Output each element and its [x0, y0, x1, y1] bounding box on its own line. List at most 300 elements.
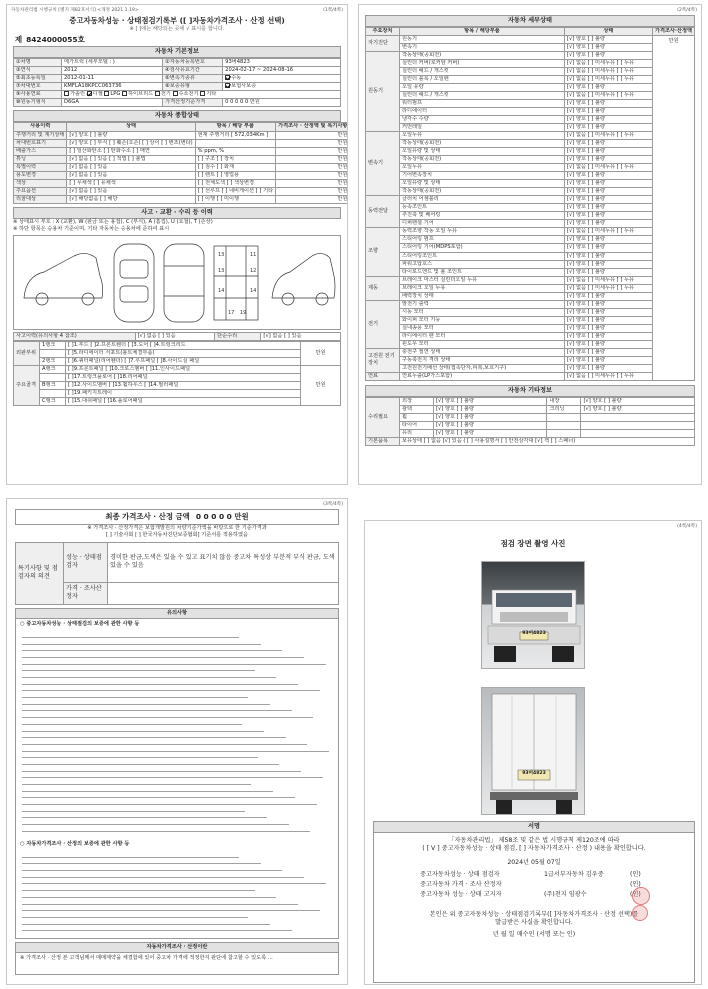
text-line — [22, 888, 255, 893]
detail-status: [√] 없음 [ ] 미세누유 [ ] 누유 — [564, 276, 652, 284]
text-line — [22, 675, 276, 680]
summary-amount: 만원 — [276, 131, 348, 139]
detail-item: 커먼레일 — [400, 124, 565, 132]
detail-table — [365, 27, 695, 381]
summary-item: 주요옵션 — [14, 187, 67, 195]
detail-row — [366, 252, 695, 260]
sheet1-title: 중고자동차성능 · 상태점검기록부 ([ ]자동차가격조사 · 산정 선택) — [69, 16, 285, 25]
text-line — [22, 688, 320, 693]
summary-state: [ ] 무채색 [ ] 유채색 — [67, 179, 195, 187]
parts-row — [14, 365, 341, 373]
summary-row — [14, 139, 349, 147]
checkbox-icon — [173, 91, 178, 96]
detail-item: 스티어링조인트 — [400, 252, 565, 260]
special-label: 특기사항 및 점검자의 의견 — [16, 542, 64, 604]
year-label: ③연식 — [14, 67, 62, 75]
parts-rank — [40, 373, 66, 381]
price-basis-label: 가격산정기준가격 — [163, 99, 223, 107]
perf-inspector-label: 성능 · 상태점검자 — [64, 542, 108, 582]
basic-items-label: 기본품목 — [366, 437, 400, 445]
detail-status: [√] 양호 [ ] 불량 — [564, 52, 652, 60]
summary-row — [14, 147, 349, 155]
detail-row — [366, 60, 695, 68]
detail-group-name: 전기 — [366, 300, 400, 348]
detail-item: 시동 모터 — [400, 308, 565, 316]
fuel-options — [62, 91, 341, 99]
detail-row — [366, 132, 695, 140]
detail-row — [366, 180, 695, 188]
parts-rank: 2랭크 — [40, 357, 66, 365]
summary-amount: 만원 — [276, 155, 348, 163]
summary-state: [√] 없음 [ ] 있음 — [67, 187, 195, 195]
law-text-2: ( [ V ] 중고자동차성능 · 상태 점검, [ ] 자동차가격조사 · 산정 ) 내용을 확인합니다. — [422, 845, 646, 853]
summary-row — [14, 187, 349, 195]
truck-rear-svg — [482, 688, 585, 815]
detail-row — [366, 244, 695, 252]
basic-items-value: 보유상태 [ ] 없음 [√] 있음 ( [ ] 사용설명서 [ ] 안전삼각대 [√] 잭 [ ] 스패너) — [400, 437, 695, 445]
parts-rank: A랭크 — [40, 365, 66, 373]
detail-item: 발전기 출력 — [400, 300, 565, 308]
detail-item: 실린더 커버(로커암 커버) — [400, 60, 565, 68]
detail-row — [366, 300, 695, 308]
warranty-text: 보험사보증 — [231, 83, 257, 90]
detail-row — [366, 260, 695, 268]
price-basis-value: 0 0 0 0 0 만원 — [223, 99, 341, 107]
detail-status: [√] 양호 [ ] 불량 — [564, 172, 652, 180]
detail-group-name: 고전원 전기장치 — [366, 348, 400, 372]
sheet4-pagehead — [365, 521, 701, 529]
engine-label: ⑩원동기형식 — [14, 99, 62, 107]
validity-value: 2024-02-17 ~ 2024-08-16 — [223, 67, 341, 75]
detail-item: 냉각수 수량 — [400, 116, 565, 124]
sheet-1 — [6, 4, 348, 485]
price-assessor-label: 가격 · 조사산정자 — [64, 582, 108, 604]
text-line — [22, 815, 267, 820]
detail-row — [366, 364, 695, 372]
accident-answer-table — [13, 332, 341, 341]
notice-title: 유의사항 — [15, 608, 339, 619]
detail-row — [366, 52, 695, 60]
text-line — [22, 702, 270, 707]
detail-status: [√] 양호 [ ] 불량 — [564, 260, 652, 268]
detail-row — [366, 324, 695, 332]
summary-note: [ ] 전체도색 [ ] 색상변경 — [195, 179, 275, 187]
detail-row — [366, 340, 695, 348]
fuel-option-label: 하이브리드 — [128, 91, 154, 98]
record-number-prefix: 제 — [15, 34, 23, 44]
reg-value: 93버4823 — [223, 59, 341, 67]
receipt-3: 년 월 일 매수인 (서명 또는 인) — [492, 931, 576, 939]
truck-front-svg — [482, 562, 585, 669]
detail-status: [√] 양호 [ ] 불량 — [564, 308, 652, 316]
signer-name: (주)천지 임광수 — [544, 891, 587, 899]
summary-row — [14, 171, 349, 179]
trans-text: 수동 — [231, 75, 242, 82]
summary-col-2: 항목 / 해당 부품 — [195, 123, 275, 131]
summary-note: [ ] 이행 [ ] 미이행 — [195, 195, 275, 203]
text-line — [22, 648, 282, 653]
text-line — [22, 855, 239, 860]
detail-status: [√] 양호 [ ] 불량 — [564, 84, 652, 92]
final-price-note: ※ 가격조사 · 산정가격은 보험개발원의 차량기준가액을 바탕으로 한 기준가격과 — [87, 524, 267, 531]
parts-row — [14, 389, 341, 397]
detail-group-name: 제동 — [366, 276, 400, 300]
sheet2-page-no: (2쪽/4쪽) — [677, 8, 697, 13]
summary-row — [14, 195, 349, 203]
text-line — [22, 868, 282, 873]
summary-state: [√] 없음 [ ] 있음 — [67, 171, 195, 179]
detail-row — [366, 332, 695, 340]
summary-amount: 만원 — [276, 139, 348, 147]
trans-value — [223, 75, 341, 83]
detail-item: 오일유량 및 상태 — [400, 148, 565, 156]
repair-status: [√] 양호 [ ] 불량 — [434, 405, 547, 413]
summary-table — [13, 122, 348, 203]
law-text: 「자동차관리법」 제58조 및 같은 법 시행규칙 제120조에 따라 — [448, 837, 620, 845]
detail-status: [√] 양호 [ ] 불량 — [564, 108, 652, 116]
rear-plate: 93버4823 — [522, 771, 546, 776]
summary-note: [ ] 침수 [ ] 화재 — [195, 163, 275, 171]
detail-item: 고전원전기배선 상태(접속단자,피복,보호기구) — [400, 364, 565, 372]
summary-note: [ ] 선루프 [ ] 네비게이션 [ ] 기타 — [195, 187, 275, 195]
text-line — [22, 735, 286, 740]
text-line — [22, 762, 279, 767]
svg-text:13: 13 — [218, 267, 225, 274]
detail-item: 원동기 — [400, 36, 565, 44]
detail-item: 작동상태(공회전) — [400, 52, 565, 60]
section-detail-state: 자동차 세부상태 — [365, 15, 695, 27]
parts-items: [ ]12.사이드멤버 [ ]13.휠하우스 [ ]14.필러패널 — [66, 381, 301, 389]
parts-items: [ ]15.대쉬패널 [ ]16.플로어패널 — [66, 397, 301, 405]
simple-repair-label: 단순수리 — [215, 332, 261, 340]
summary-row — [14, 131, 349, 139]
detail-row — [366, 108, 695, 116]
detail-row — [366, 196, 695, 204]
detail-status: [√] 양호 [ ] 불량 — [564, 252, 652, 260]
detail-status: [√] 양호 [ ] 불량 — [564, 268, 652, 276]
detail-status: [√] 없음 [ ] 미세누유 [ ] 누유 — [564, 92, 652, 100]
text-line — [22, 655, 304, 660]
detail-status: [√] 양호 [ ] 불량 — [564, 124, 652, 132]
detail-row — [366, 124, 695, 132]
detail-row — [366, 84, 695, 92]
detail-col-0: 주요장치 — [366, 28, 400, 36]
parts-table — [13, 341, 341, 406]
text-line — [22, 682, 298, 687]
parts-items: [ ]19.패키지트레이 — [66, 389, 301, 397]
text-line — [22, 908, 320, 913]
sheet-2 — [358, 4, 702, 485]
seal-1 — [632, 887, 650, 905]
perf-inspector-text: 경미한 판금,도색은 있을 수 있고 표기치 않음 중고차 특성상 부분적 부식 판금, 도색 있을 수 있음 — [108, 542, 339, 582]
sheet2-pagehead — [359, 5, 701, 13]
parts-rank — [40, 389, 66, 397]
summary-item: 리콜대상 — [14, 195, 67, 203]
detail-status: [√] 양호 [ ] 불량 — [564, 44, 652, 52]
detail-item: 워터펌프 — [400, 100, 565, 108]
detail-status: [√] 양호 [ ] 불량 — [564, 244, 652, 252]
detail-status: [√] 양호 [ ] 불량 — [564, 348, 652, 356]
sheet4-page-no: (4쪽/4쪽) — [677, 524, 697, 529]
repair-item: 광택 — [400, 405, 434, 413]
detail-row — [366, 188, 695, 196]
detail-row — [366, 92, 695, 100]
parts-row — [14, 357, 341, 365]
final-price-label: 최종 가격조사 · 산정 금액 — [105, 512, 190, 521]
detail-row — [366, 228, 695, 236]
detail-status: [√] 없음 [ ] 미세누유 [ ] 누유 — [564, 228, 652, 236]
detail-item: 라디에이터 팬 모터 — [400, 332, 565, 340]
year-value: 2012 — [62, 67, 163, 75]
detail-item: 클러치 어셈블리 — [400, 196, 565, 204]
receipt-2: 발급받은 사실을 확인합니다. — [495, 919, 573, 927]
detail-item: 브레이크 오일 누유 — [400, 284, 565, 292]
summary-note: 현재 주행거리 [ 572,034Km ] — [195, 131, 275, 139]
sheet1-pagehead — [7, 5, 347, 13]
parts-row — [14, 341, 341, 349]
repair-row — [366, 413, 695, 421]
signer-row — [380, 871, 688, 881]
detail-status: [√] 양호 [ ] 불량 — [564, 100, 652, 108]
detail-row — [366, 68, 695, 76]
detail-status: [√] 양호 [ ] 불량 — [564, 300, 652, 308]
signer-role: 중고자동차성능 · 상태 점검자 — [420, 871, 500, 879]
summary-state: [√] 없음 [ ] 있음 [ ] 적법 [ ] 불법 — [67, 155, 195, 163]
repair-status: [√] 양호 [ ] 불량 — [434, 421, 547, 429]
sheet1-subtitle: ※ [ ]에는 해당되는 곳에 √ 표시를 합니다. — [129, 25, 225, 32]
checkbox-icon — [64, 91, 69, 96]
parts-amount: 만원 — [301, 365, 341, 405]
svg-text:11: 11 — [250, 251, 257, 258]
detail-status: [√] 양호 [ ] 불량 — [564, 188, 652, 196]
text-line — [22, 829, 310, 834]
fuel-option-label: LPG — [110, 91, 121, 98]
text-line — [22, 875, 304, 880]
detail-item: 추진축 및 베어링 — [400, 212, 565, 220]
checkbox-icon — [122, 91, 127, 96]
detail-item: 스티어링 기어(MDPS포함) — [400, 244, 565, 252]
parts-items: [ ]1.후드 [ ]2.프론트휀더 [ ]3.도어 [ ]4.트렁크리드 — [66, 341, 301, 349]
detail-group-name: 자기진단 — [366, 36, 400, 52]
summary-note: % ppm, % — [195, 147, 275, 155]
text-line — [22, 708, 292, 713]
text-line — [22, 802, 317, 807]
interior-label: 내장 — [547, 397, 581, 405]
parts-row — [14, 349, 341, 357]
detail-item: 작동상태(공회전) — [400, 156, 565, 164]
detail-item: 타이로드엔드 및 볼 조인트 — [400, 268, 565, 276]
repair-item: 외장 — [400, 397, 434, 405]
detail-group-name: 연료 — [366, 372, 400, 380]
accident-q: 사고이력(유의사항 4 참조) — [14, 332, 136, 340]
checkbox-icon — [155, 91, 160, 96]
detail-status: [√] 양호 [ ] 불량 — [564, 156, 652, 164]
cleaning-label: 크리닝 — [547, 405, 581, 413]
car-diagram — [13, 235, 341, 330]
bottom-note: ※ 가격조사 · 산정 본 고객님께서 매매계약을 체결함에 있어 중고차 가격에 적정한지 판단에 참고할 수 있도록 ... — [15, 953, 339, 975]
detail-status: [√] 양호 [ ] 불량 — [564, 204, 652, 212]
parts-items: [ ]5.라디에이터 서포트(볼트체결부품) — [66, 349, 301, 357]
text-line — [22, 915, 248, 920]
signer-seal: (인) — [630, 871, 641, 879]
svg-text:17: 17 — [228, 309, 235, 316]
repair-row — [366, 397, 695, 405]
detail-row — [366, 284, 695, 292]
summary-amount: 만원 — [276, 179, 348, 187]
detail-item: 디퍼렌셜 기어 — [400, 220, 565, 228]
detail-row — [366, 348, 695, 356]
fuel-option-label: 전기 — [160, 91, 171, 98]
detail-status: [√] 양호 [ ] 불량 — [564, 148, 652, 156]
repair-item: 유리 — [400, 429, 434, 437]
final-price-note-2: [ ] 기술사회 [ ] 한국자동차진단보증협회] 기준서를 적용하였음 — [106, 531, 248, 538]
detail-col-2: 상태 — [564, 28, 652, 36]
detail-status: [√] 없음 [ ] 미세누유 [ ] 누유 — [564, 164, 652, 172]
detail-status: [√] 양호 [ ] 불량 — [564, 180, 652, 188]
svg-text:14: 14 — [250, 287, 257, 294]
empty-cell — [581, 421, 695, 429]
detail-status: [√] 양호 [ ] 불량 — [564, 196, 652, 204]
trans-label: ⑥변속기종류 — [163, 75, 223, 83]
text-line — [22, 922, 270, 927]
parts-group-title: 외판부위 — [14, 341, 40, 365]
summary-state: [√] 양호 [ ] 부식 [ ] 훼손(오손) [ ] 상이 [ ] 변조(변타) — [67, 139, 195, 147]
text-line — [22, 902, 298, 907]
basic-info-table — [13, 58, 341, 107]
sign-date: 2024년 05월 07일 — [507, 859, 561, 867]
fuel-option — [200, 91, 216, 97]
text-line — [22, 749, 329, 754]
detail-item: 구동축전지 격리 상태 — [400, 356, 565, 364]
detail-status: [√] 없음 [ ] 미세누유 [ ] 누유 — [564, 284, 652, 292]
text-line — [22, 928, 292, 933]
detail-row — [366, 220, 695, 228]
detail-item: 등속조인트 — [400, 204, 565, 212]
summary-row — [14, 179, 349, 187]
parts-row — [14, 397, 341, 405]
engine-value: D6GA — [62, 99, 163, 107]
text-line — [22, 789, 273, 794]
text-line — [22, 742, 307, 747]
accident-legend-2: ※ 하단 항목은 승용차 기준이며, 기타 자동차는 승용차에 준하여 표시 — [13, 225, 170, 232]
detail-group-name: 동력전달 — [366, 196, 400, 228]
summary-item: 차대번호표기 — [14, 139, 67, 147]
repair-row — [366, 429, 695, 437]
parts-items: [ ]6.쿼터패널(리어휀더) [ ]7.루프패널 [ ]8.사이드실 패널 — [66, 357, 301, 365]
summary-col-3: 가격조사 · 산정액 및 특기사항 — [276, 123, 348, 131]
text-line — [22, 795, 295, 800]
fuel-option-label: 수소전기 — [178, 91, 199, 98]
trans-check-icon — [225, 75, 230, 80]
special-notes-table — [15, 542, 339, 605]
detail-item: 윈도우 모터 — [400, 340, 565, 348]
detail-item: 작동상태(공회전) — [400, 188, 565, 196]
detail-item: 오일누유 — [400, 132, 565, 140]
fuel-option-label: 디젤 — [92, 91, 103, 98]
accident-legend: ※ 상태표시 부호 : X (교환), W (판금 또는 용접), C (부식), A (흠집), U (요철), T (손상) — [13, 218, 213, 225]
detail-item: 변속기 — [400, 44, 565, 52]
detail-group-name: 원동기 — [366, 52, 400, 132]
fuel-option — [173, 91, 201, 97]
text-line — [22, 662, 326, 667]
text-line — [22, 895, 276, 900]
text-line — [22, 775, 323, 780]
repair-status: [√] 양호 [ ] 불량 — [434, 397, 547, 405]
signer-role: 중고자동차 가격 · 조사 산정자 — [420, 881, 502, 889]
detail-item: 스티어링 펌프 — [400, 236, 565, 244]
detail-status: [√] 양호 [ ] 불량 — [564, 236, 652, 244]
parts-rank: B랭크 — [40, 381, 66, 389]
detail-row — [366, 44, 695, 52]
signer-name — [544, 881, 624, 891]
warranty-paragraphs — [16, 630, 338, 839]
empty-cell — [581, 429, 695, 437]
photo-section-title: 점검 장면 촬영 사진 — [500, 539, 566, 548]
section-accident: 사고 · 교환 · 수리 등 이력 — [13, 207, 341, 219]
rear-photo — [481, 687, 585, 815]
detail-status: [√] 양호 [ ] 불량 — [564, 324, 652, 332]
fuel-option — [64, 91, 87, 97]
repair-item: 타이어 — [400, 421, 434, 429]
detail-item: 라디에이터 — [400, 108, 565, 116]
summary-row — [14, 155, 349, 163]
summary-amount: 만원 — [276, 187, 348, 195]
warranty-value — [223, 83, 341, 91]
summary-state: [ ] 일산화탄소 [ ] 탄화수소 [ ] 매연 — [67, 147, 195, 155]
text-line — [22, 881, 326, 886]
summary-note — [195, 139, 275, 147]
detail-status: [√] 없음 [ ] 미세누유 [ ] 누유 — [564, 372, 652, 380]
detail-amount: 만원 — [652, 36, 694, 381]
detail-item: 오일 유량 — [400, 84, 565, 92]
fuel-label: ⑨사용연료 — [14, 91, 62, 99]
detail-item: 실내송풍 모터 — [400, 324, 565, 332]
detail-status: [√] 양호 [ ] 불량 — [564, 140, 652, 148]
detail-row — [366, 100, 695, 108]
signer-seal: (인) — [630, 881, 641, 889]
summary-state: [√] 양호 [ ] 불량 — [67, 131, 195, 139]
detail-group-name: 변속기 — [366, 132, 400, 196]
detail-item: 동력조향 작동 오일 누유 — [400, 228, 565, 236]
signer-seal: (인) — [630, 891, 641, 899]
seal-2 — [632, 905, 648, 921]
receipt-1: 본인은 위 중고자동차성능 · 상태점검기록부([ ]자동차가격조사 · 산정 선택)를 — [429, 911, 639, 919]
detail-row — [366, 276, 695, 284]
sheet1-law-ref: 자동차관리법 시행규칙 [별지 제82호서식] <개정 2021.1.19> — [11, 8, 139, 13]
detail-col-3: 가격조사·산정액 — [652, 28, 694, 36]
sheet3-pagehead — [7, 499, 347, 507]
reg-label: ②자동차등록번호 — [163, 59, 223, 67]
summary-item: 특별이력 — [14, 163, 67, 171]
empty-cell — [581, 413, 695, 421]
warranty-check-icon — [225, 83, 230, 88]
detail-status: [√] 없음 [ ] 미세누유 [ ] 누유 — [564, 132, 652, 140]
section-summary: 자동차 종합상태 — [13, 110, 341, 122]
empty-cell — [547, 413, 581, 421]
price-assessor-text — [108, 582, 339, 604]
detail-row — [366, 356, 695, 364]
summary-amount: 만원 — [276, 195, 348, 203]
detail-row — [366, 292, 695, 300]
signer-name: 1급서부자동차 김우중 — [544, 871, 604, 879]
parts-group-title: 주요골격 — [14, 365, 40, 405]
parts-items: [ ]9.프론트패널 [ ]10.크로스멤버 [ ]11.인사이드패널 — [66, 365, 301, 373]
summary-col-1: 상태 — [67, 123, 195, 131]
fuel-option — [122, 91, 155, 97]
detail-status: [√] 양호 [ ] 불량 — [564, 332, 652, 340]
detail-row — [366, 308, 695, 316]
detail-item: 오일유량 및 상태 — [400, 180, 565, 188]
